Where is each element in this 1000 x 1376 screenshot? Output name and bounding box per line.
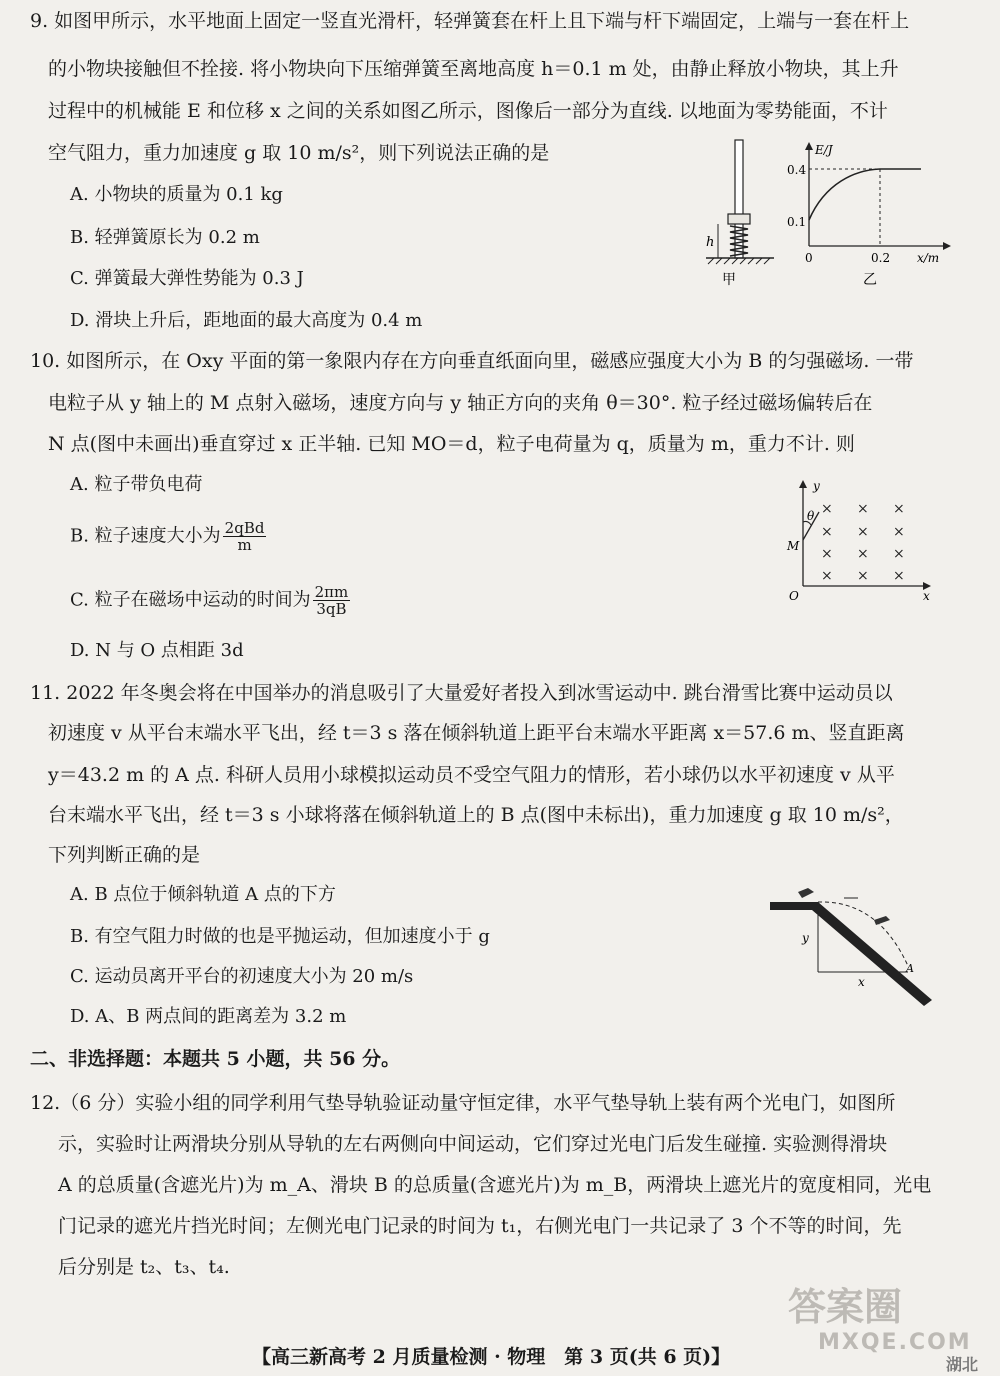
q9-option-c: C. 弹簧最大弹性势能为 0.3 J: [70, 268, 304, 289]
fraction-numerator: 2πm: [314, 583, 349, 601]
block: [728, 214, 750, 224]
q11-option-c: C. 运动员离开平台的初速度大小为 20 m/s: [70, 966, 414, 987]
field-cross: ×: [821, 524, 833, 540]
q10-origin-label: O: [789, 589, 799, 603]
q10-line-2: 电粒子从 y 轴上的 M 点射入磁场，速度方向与 y 轴正方向的夹角 θ＝30°. 粒子经过磁场偏转后在: [48, 392, 873, 414]
yi-xlabel: x/m: [917, 251, 940, 265]
q10-figure: [785, 476, 935, 606]
watermark-logo: 答案圈: [788, 1285, 903, 1329]
q10-option-a: A. 粒子带负电荷: [70, 474, 203, 495]
ground-hatch: [708, 258, 770, 264]
q10-line-3: N 点(图中未画出)垂直穿过 x 正半轴. 已知 MO＝d，粒子电荷量为 q，质量为 m，重力不计. 则: [48, 433, 855, 455]
yi-origin: 0: [805, 251, 813, 265]
q12-line-1: 12.（6 分）实验小组的同学利用气垫导轨验证动量守恒定律，水平气垫导轨上装有两个光电门，如图所: [30, 1092, 896, 1114]
trajectory: [818, 902, 908, 966]
y-axis-arrow: [799, 480, 807, 488]
q10-option-c-fraction: [313, 584, 351, 617]
field-cross: ×: [821, 501, 833, 517]
q11-option-a: A. B 点位于倾斜轨道 A 点的下方: [70, 884, 336, 905]
q9-option-b: B. 轻弹簧原长为 0.2 m: [70, 227, 260, 248]
q10-option-b: [70, 520, 268, 553]
field-cross: ×: [893, 524, 905, 540]
watermark-url: MXQE.COM: [818, 1330, 972, 1355]
q10-option-c-text: C. 粒子在磁场中运动的时间为: [70, 589, 311, 611]
q11-y-label: y: [802, 931, 809, 945]
q11-option-b: B. 有空气阻力时做的也是平抛运动，但加速度小于 g: [70, 926, 490, 947]
q11-line-5: 下列判断正确的是: [48, 844, 201, 866]
q10-option-c: [70, 584, 352, 617]
field-cross: ×: [857, 546, 869, 562]
x-axis-arrow: [943, 242, 951, 250]
q10-m-label: M: [787, 539, 800, 553]
q9-line-4: 空气阻力，重力加速度 g 取 10 m/s²，则下列说法正确的是: [48, 142, 550, 164]
q9-option-a: A. 小物块的质量为 0.1 kg: [70, 184, 283, 205]
field-cross: ×: [857, 501, 869, 517]
q12-line-4: 门记录的遮光片挡光时间；左侧光电门记录的时间为 t₁，右侧光电门一共记录了 3 个不等的时间，先: [58, 1215, 902, 1237]
q10-option-b-fraction: [223, 520, 267, 553]
yi-ylabel: E/J: [815, 143, 833, 157]
yi-tick-04: 0.4: [787, 163, 807, 177]
q9-figure-yi: [785, 138, 960, 290]
q11-option-d: D. A、B 两点间的距离差为 3.2 m: [70, 1006, 347, 1027]
figure-yi-label: 乙: [863, 272, 877, 288]
field-cross: ×: [821, 546, 833, 562]
q10-line-1: 10. 如图所示，在 Oxy 平面的第一象限内存在方向垂直纸面向里，磁感应强度大小为 B 的匀强磁场. 一带: [30, 350, 914, 372]
ski-slope: [770, 902, 932, 1006]
skier-start-icon: [798, 888, 814, 898]
y-axis-arrow: [805, 142, 813, 150]
q10-x-label: x: [923, 589, 930, 603]
q11-line-4: 台末端水平飞出，经 t＝3 s 小球将落在倾斜轨道上的 B 点(图中未标出)，重力加速度 g 取 10 m/s²，: [48, 804, 904, 826]
q10-option-b-text: B. 粒子速度大小为: [70, 525, 221, 547]
energy-curve: [809, 169, 921, 220]
h-label: h: [706, 235, 715, 250]
field-cross: ×: [857, 568, 869, 584]
q12-line-5: 后分别是 t₂、t₃、t₄.: [58, 1256, 230, 1278]
q11-line-1: 11. 2022 年冬奥会将在中国举办的消息吸引了大量爱好者投入到冰雪运动中. 跳台滑雪比赛中运动员以: [30, 682, 893, 704]
q11-a-label: A: [906, 962, 914, 975]
q11-line-2: 初速度 v 从平台末端水平飞出，经 t＝3 s 落在倾斜轨道上距平台末端水平距离 x＝57.6 m、竖直距离: [48, 722, 905, 744]
fraction-denominator: 3qB: [316, 600, 347, 618]
field-cross: ×: [821, 568, 833, 584]
q11-x-label: x: [858, 975, 865, 989]
fraction-numerator: 2qBd: [224, 519, 265, 537]
figure-jia-label: 甲: [722, 272, 736, 288]
field-cross: ×: [893, 501, 905, 517]
q11-line-3: y＝43.2 m 的 A 点. 科研人员用小球模拟运动员不受空气阻力的情形，若小球仍以水平初速度 v 从平: [48, 764, 895, 786]
q9-line-2: 的小物块接触但不拴接. 将小物块向下压缩弹簧至离地高度 h＝0.1 m 处，由静止释放小物块，其上升: [48, 58, 899, 80]
section-title: 二、非选择题：本题共 5 小题，共 56 分。: [30, 1048, 401, 1070]
q9-figure-jia: [700, 138, 780, 290]
q9-line-3: 过程中的机械能 E 和位移 x 之间的关系如图乙所示，图像后一部分为直线. 以地面为零势能面，不计: [48, 100, 888, 122]
yi-tick-02: 0.2: [871, 251, 891, 265]
q10-option-d: D. N 与 O 点相距 3d: [70, 640, 244, 661]
field-cross: ×: [857, 524, 869, 540]
q10-y-label: y: [813, 479, 820, 493]
field-cross: ×: [893, 568, 905, 584]
q12-line-3: A 的总质量(含遮光片)为 m_A、滑块 B 的总质量(含遮光片)为 m_B，两滑块上遮光片的宽度相同，光电: [58, 1174, 932, 1196]
yi-tick-01: 0.1: [787, 215, 807, 229]
q9-option-d: D. 滑块上升后，距地面的最大高度为 0.4 m: [70, 310, 423, 331]
field-cross: ×: [893, 546, 905, 562]
watermark-corner: 湖北: [946, 1355, 979, 1374]
magnetic-field-crosses: [821, 501, 905, 584]
q9-line-1: 9. 如图甲所示，水平地面上固定一竖直光滑杆，轻弹簧套在杆上且下端与杆下端固定，上端与一套在杆上: [30, 10, 910, 32]
q11-figure: [768, 880, 940, 1010]
fraction-denominator: m: [237, 536, 252, 554]
page-footer: 【高三新高考 2 月质量检测 · 物理 第 3 页(共 6 页)】: [252, 1346, 731, 1368]
q12-line-2: 示，实验时让两滑块分别从导轨的左右两侧向中间运动，它们穿过光电门后发生碰撞. 实验测得滑块: [58, 1133, 888, 1155]
q10-theta-label: θ: [807, 509, 815, 523]
skier-flight-icon: [874, 916, 890, 925]
